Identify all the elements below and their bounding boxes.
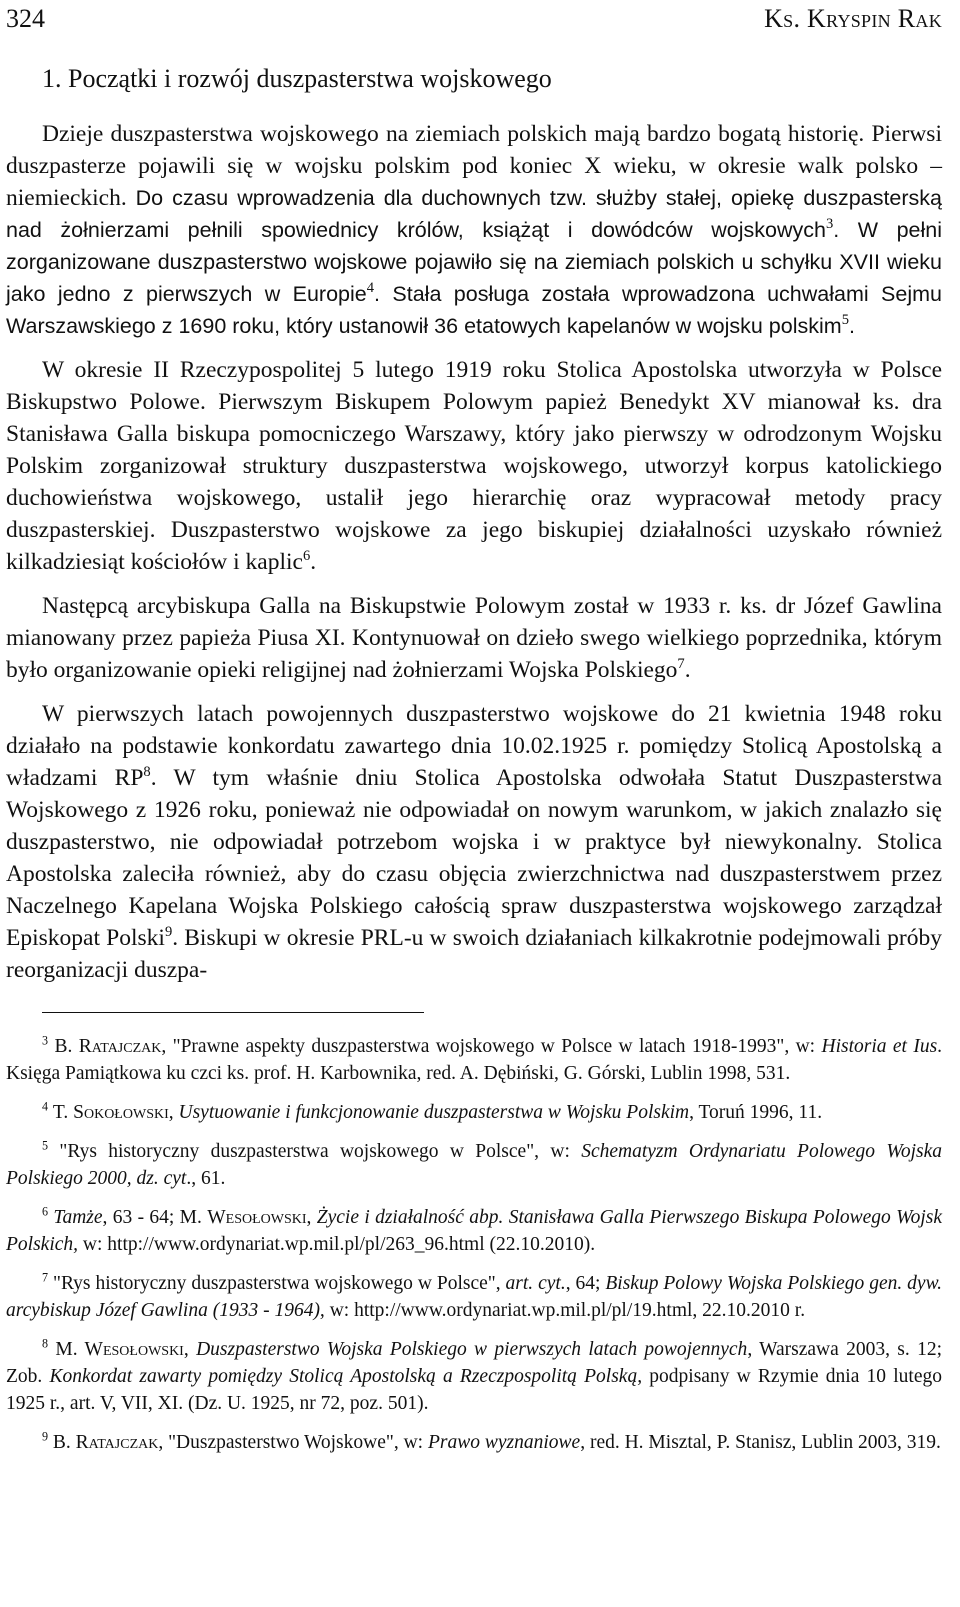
footnote-text: "Rys historyczny duszpasterstwa wojskowego w Polsce", w: bbox=[59, 1141, 582, 1162]
footnote-text: ., 61. bbox=[186, 1168, 226, 1189]
footnote-ref-5[interactable]: 5 bbox=[841, 312, 849, 329]
footnote-author: M. Wesołowski bbox=[55, 1339, 184, 1360]
footnote-number: 8 bbox=[42, 1336, 49, 1351]
footnote-italic: Biskup Polowy Wojska Polskiego gen. dyw. arcybiskup Józef Gawlina (1933 - 1964), bbox=[6, 1273, 943, 1321]
footnotes bbox=[6, 1033, 942, 1456]
footnote-8 bbox=[6, 1336, 942, 1417]
footnote-text: , "Duszpasterstwo Wojskowe", w: bbox=[158, 1432, 428, 1453]
paragraph-2-text: W okresie II Rzeczypospolitej 5 lutego 1919 roku Stolica Apostolska utworzyła w Polsce Biskupstwo Polowe. Pierwszym Biskupem Polowym papież Benedykt XV mianował ks. dra Stanisława Galla biskupa pomocniczego Warszawy, który jako pierwszy w odrodzonym Wojsku Polskim zorganizował struktury duszpasterstwa wojskowego, utworzył korpus katolickiego duchowieństwa wojskowego, ustalił jego hierarchię oraz wypracował metody pracy duszpasterskiej. Duszpasterstwo wojskowe za jego biskupiej działalności uzyskało również kilkadziesiąt kościołów i kaplic bbox=[6, 357, 942, 575]
footnote-url[interactable]: w: http://www.ordynariat.wp.mil.pl/pl/263_96.html (22.10.2010). bbox=[78, 1234, 596, 1255]
footnote-author: B. Ratajczak bbox=[54, 1036, 162, 1057]
paragraph-2-end: . bbox=[310, 549, 317, 575]
footnote-italic: Prawo wyznaniowe bbox=[427, 1432, 581, 1453]
footnote-ref-3[interactable]: 3 bbox=[825, 216, 834, 233]
paragraph-4-text-c: . Biskupi w okresie PRL-u w swoich działaniach kilkakrotnie podejmowali próby reorganizacji duszpa- bbox=[6, 925, 943, 983]
footnote-ref-4[interactable]: 4 bbox=[366, 280, 375, 297]
paragraph-3-text: Następcą arcybiskupa Galla na Biskupstwie Polowym został w 1933 r. ks. dr Józef Gawlina mianowany przez papieża Piusa XI. Kontynuował on dzieło swego wielkiego poprzednika, którym było organizowanie opieki religijnej nad żołnierzami Wojska Polskiego bbox=[6, 593, 942, 683]
footnote-3 bbox=[6, 1033, 942, 1087]
main-text bbox=[6, 118, 942, 986]
footnote-italic: Tamże bbox=[53, 1207, 103, 1228]
footnote-text: , bbox=[306, 1207, 317, 1228]
footnote-text: , Warszawa 2003, s. 12; Zob. bbox=[6, 1339, 943, 1387]
footnote-number: 3 bbox=[42, 1033, 49, 1048]
footnote-ref-7[interactable]: 7 bbox=[677, 656, 685, 673]
paragraph-1-text: Dzieje duszpasterstwa wojskowego na ziemiach polskich mają bardzo bogatą historię. Pierwsi duszpasterze pojawili się w wojsku polskim pod koniec X wieku, w okresie walk polsko – niemieckich. bbox=[6, 121, 942, 211]
running-author: Ks. Kryspin Rak bbox=[764, 4, 942, 33]
paragraph-1-text-sans-d: . bbox=[848, 314, 855, 338]
paragraph-4-text-b: . W tym właśnie dniu Stolica Apostolska odwołała Statut Duszpasterstwa Wojskowego z 1926 roku, ponieważ nie odpowiadał on nowym warunkom, w jakich znalazło się duszpasterstwo, nie odpowiadał potrzebom wojska i w praktyce był niewykonalny. Stolica Apostolska zaleciła również, aby do czasu objęcia zwierzchnictwa nad duszpasterstwem przez Naczelnego Kapelana Wojska Polskiego całością spraw duszpasterstwa wojskowego zarządzał Episkopat Polski bbox=[6, 765, 942, 951]
footnote-italic: Życie i działalność abp. Stanisława Galla Pierwszego Biskupa Polowego Wojsk Polskich, bbox=[6, 1207, 943, 1255]
paragraph-2 bbox=[6, 354, 942, 578]
footnote-text: podpisany w Rzymie dnia 10 lutego 1925 r., art. V, VII, XI. (Dz. U. 1925, nr 72, poz. 501). bbox=[6, 1366, 942, 1414]
footnote-italic: Historia et Ius bbox=[821, 1036, 938, 1057]
footnote-number: 7 bbox=[42, 1270, 49, 1285]
footnote-text: , bbox=[168, 1102, 179, 1123]
footnote-number: 5 bbox=[42, 1138, 49, 1153]
footnote-text: . Księga Pamiątkowa ku czci ks. prof. H. Karbownika, red. A. Dębiński, G. Górski, Lublin 1998, 531. bbox=[6, 1036, 943, 1084]
footnote-italic: Usytuowanie i funkcjonowanie duszpasterstwa w Wojsku Polskim bbox=[178, 1102, 690, 1123]
footnote-italic: Duszpasterstwo Wojska Polskiego w pierwszych latach powojennych bbox=[196, 1339, 748, 1360]
footnote-number: 9 bbox=[42, 1429, 49, 1444]
paragraph-3 bbox=[6, 590, 942, 686]
footnote-separator bbox=[42, 1012, 424, 1013]
footnote-text: , 64; bbox=[565, 1273, 606, 1294]
footnote-ref-9[interactable]: 9 bbox=[164, 924, 173, 941]
footnote-italic: art. cyt. bbox=[505, 1273, 566, 1294]
page-number: 324 bbox=[6, 4, 45, 33]
footnote-number: 6 bbox=[42, 1204, 49, 1219]
footnote-author: Wesołowski bbox=[207, 1207, 307, 1228]
paragraph-3-end: . bbox=[684, 657, 691, 683]
footnote-text: , bbox=[183, 1339, 197, 1360]
footnote-author: T. Sokołowski bbox=[52, 1102, 169, 1123]
paragraph-1-text-sans: Do czasu wprowadzenia dla duchownych tzw. służby stałej, opiekę duszpasterską nad żołnierzami pełnili spowiednicy królów, książąt i dowódców wojskowych bbox=[6, 186, 943, 242]
footnote-6 bbox=[6, 1204, 942, 1258]
paragraph-4 bbox=[6, 698, 942, 986]
footnote-italic: Konkordat zawarty pomiędzy Stolicą Apostolską a Rzeczpospolitą Polską, bbox=[49, 1366, 643, 1387]
paragraph-1 bbox=[6, 118, 942, 342]
running-header bbox=[6, 2, 942, 42]
footnote-5 bbox=[6, 1138, 942, 1192]
footnote-text: , red. H. Misztal, P. Stanisz, Lublin 2003, 319. bbox=[580, 1432, 941, 1453]
section-title: 1. Początki i rozwój duszpasterstwa wojskowego bbox=[42, 64, 552, 93]
footnote-author: B. Ratajczak bbox=[52, 1432, 159, 1453]
paragraph-4-text: W pierwszych latach powojennych duszpasterstwo wojskowe do 21 kwietnia 1948 roku działało na podstawie konkordatu zawartego dnia 10.02.1925 r. pomiędzy Stolicą Apostolską a władzami RP bbox=[6, 701, 942, 791]
footnote-4 bbox=[6, 1099, 942, 1126]
footnote-9 bbox=[6, 1429, 942, 1456]
footnote-url[interactable]: w: http://www.ordynariat.wp.mil.pl/pl/19.html, 22.10.2010 r. bbox=[324, 1300, 806, 1321]
footnote-text: "Rys historyczny duszpasterstwa wojskowego w Polsce", bbox=[52, 1273, 506, 1294]
footnote-number: 4 bbox=[42, 1099, 49, 1114]
footnote-ref-6[interactable]: 6 bbox=[302, 548, 311, 565]
paragraph-1-text-sans-b: . W pełni zorganizowane duszpasterstwo wojskowe pojawiło się na ziemiach polskich u schyłku XVII wieku jako jedno z pierwszych w Europie bbox=[6, 218, 942, 306]
footnote-italic: Schematyzm Ordynariatu Polowego Wojska Polskiego 2000, dz. cyt bbox=[6, 1141, 942, 1189]
footnote-text: , 63 - 64; M. bbox=[102, 1207, 208, 1228]
footnote-ref-8[interactable]: 8 bbox=[143, 764, 151, 781]
footnote-text: , "Prawne aspekty duszpasterstwa wojskowego w Polsce w latach 1918-1993", w: bbox=[161, 1036, 822, 1057]
footnote-7 bbox=[6, 1270, 942, 1324]
footnote-text: , Toruń 1996, 11. bbox=[689, 1102, 823, 1123]
paragraph-1-text-sans-c: . Stała posługa została wprowadzona uchwałami Sejmu Warszawskiego z 1690 roku, który ustanowił 36 etatowych kapelanów w wojsku polskim bbox=[6, 282, 942, 338]
